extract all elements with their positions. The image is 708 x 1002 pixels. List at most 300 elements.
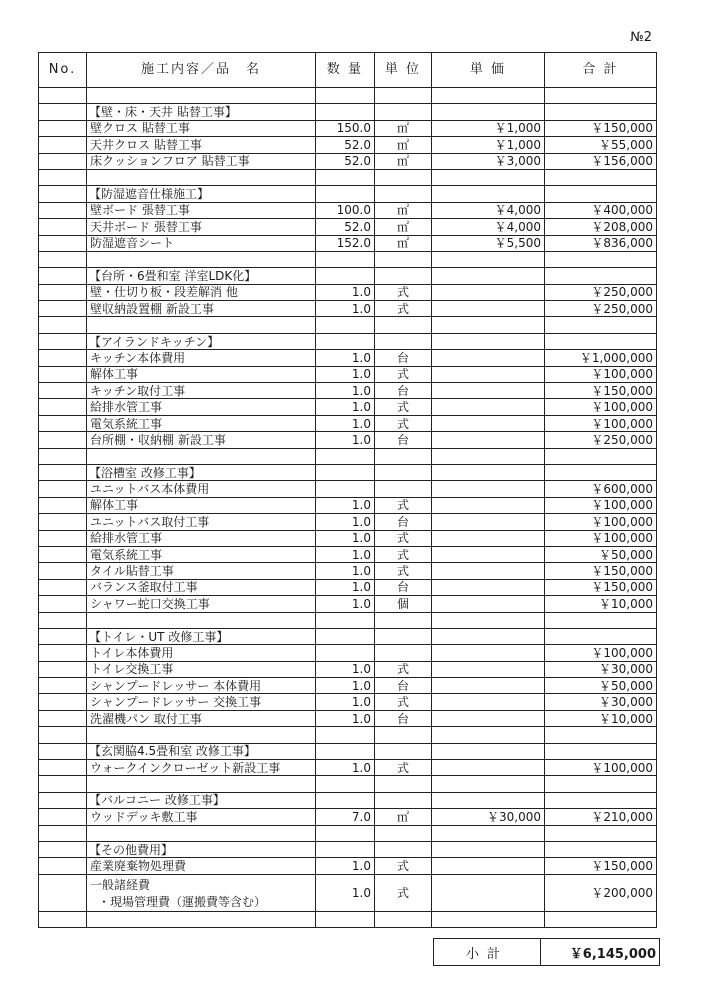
no-cell (39, 301, 87, 317)
name-cell: 解体工事 (87, 366, 316, 382)
table-row (39, 415, 657, 431)
table-row (39, 350, 657, 366)
subtotal-label: 小計 (434, 939, 541, 966)
table-row (39, 710, 657, 726)
amount-cell: ￥50,000 (545, 546, 657, 562)
no-cell (39, 350, 87, 366)
amount-cell: ￥100,000 (545, 399, 657, 415)
no-cell (39, 497, 87, 513)
header-qty: 数 量 (316, 53, 375, 88)
blank-row (39, 448, 657, 464)
blank-row (39, 727, 657, 743)
unit-price-cell: ￥30,000 (432, 809, 545, 825)
unit-price-cell (432, 694, 545, 710)
amount-cell: ￥100,000 (545, 645, 657, 661)
no-cell (39, 678, 87, 694)
table-row (39, 366, 657, 382)
amount-cell: ￥208,000 (545, 219, 657, 235)
unit-price-cell (432, 678, 545, 694)
unit-cell (375, 268, 432, 284)
table-row (39, 301, 657, 317)
name-cell: 壁収納設置棚 新設工事 (87, 301, 316, 317)
qty-cell: 1.0 (316, 661, 375, 677)
unit-price-cell (432, 366, 545, 382)
name-cell: 壁クロス 貼替工事 (87, 120, 316, 136)
no-cell (39, 760, 87, 776)
item-sub-name: ・現場管理費（運搬費等含む） (98, 894, 267, 909)
table-row (39, 661, 657, 677)
no-cell (39, 186, 87, 202)
name-cell: 【浴槽室 改修工事】 (87, 464, 316, 480)
table-row (39, 546, 657, 562)
unit-cell: ㎡ (375, 219, 432, 235)
unit-cell: ㎡ (375, 809, 432, 825)
qty-cell (316, 317, 375, 333)
amount-cell (545, 727, 657, 743)
blank-row (39, 612, 657, 628)
no-cell (39, 268, 87, 284)
unit-price-cell (432, 645, 545, 661)
item-name: 一般諸経費 (90, 877, 151, 892)
no-cell (39, 628, 87, 644)
name-cell (87, 251, 316, 267)
unit-cell (375, 841, 432, 857)
amount-cell (545, 776, 657, 792)
name-cell: キッチン本体費用 (87, 350, 316, 366)
blank-row (39, 911, 657, 927)
no-cell (39, 596, 87, 612)
unit-price-cell (432, 612, 545, 628)
unit-cell (375, 645, 432, 661)
unit-price-cell (432, 596, 545, 612)
qty-cell: 1.0 (316, 284, 375, 300)
unit-cell (375, 743, 432, 759)
unit-price-cell (432, 186, 545, 202)
unit-cell: 式 (375, 546, 432, 562)
name-cell: キッチン取付工事 (87, 383, 316, 399)
qty-cell: 1.0 (316, 432, 375, 448)
unit-cell (375, 317, 432, 333)
unit-cell: ㎡ (375, 120, 432, 136)
name-cell (87, 874, 316, 911)
amount-cell (545, 825, 657, 841)
no-cell (39, 727, 87, 743)
no-cell (39, 809, 87, 825)
amount-cell: ￥1,000,000 (545, 350, 657, 366)
amount-cell: ￥10,000 (545, 710, 657, 726)
qty-cell: 52.0 (316, 219, 375, 235)
estimate-table (38, 52, 657, 928)
name-cell (87, 911, 316, 927)
unit-cell: 台 (375, 514, 432, 530)
unit-cell (375, 251, 432, 267)
amount-cell: ￥100,000 (545, 415, 657, 431)
section-row (39, 268, 657, 284)
qty-cell (316, 645, 375, 661)
unit-cell (375, 481, 432, 497)
name-cell: 床クッションフロア 貼替工事 (87, 153, 316, 169)
unit-cell: 式 (375, 760, 432, 776)
no-cell (39, 120, 87, 136)
table-row (39, 284, 657, 300)
qty-cell: 1.0 (316, 858, 375, 874)
header-name: 施工内容／品 名 (87, 53, 316, 88)
unit-cell (375, 911, 432, 927)
unit-price-cell (432, 760, 545, 776)
unit-price-cell (432, 284, 545, 300)
table-row (39, 579, 657, 595)
unit-price-cell (432, 792, 545, 808)
unit-price-cell (432, 710, 545, 726)
name-cell: 【バルコニー 改修工事】 (87, 792, 316, 808)
unit-price-cell (432, 415, 545, 431)
no-cell (39, 219, 87, 235)
qty-cell: 1.0 (316, 710, 375, 726)
table-row (39, 383, 657, 399)
section-row (39, 186, 657, 202)
unit-cell: 式 (375, 399, 432, 415)
amount-cell (545, 448, 657, 464)
table-row (39, 120, 657, 136)
no-cell (39, 694, 87, 710)
name-cell: タイル貼替工事 (87, 563, 316, 579)
table-row (39, 874, 657, 911)
unit-cell: 台 (375, 432, 432, 448)
no-cell (39, 333, 87, 349)
qty-cell (316, 841, 375, 857)
unit-price-cell (432, 497, 545, 513)
qty-cell: 1.0 (316, 350, 375, 366)
name-cell: 【アイランドキッチン】 (87, 333, 316, 349)
unit-cell: ㎡ (375, 137, 432, 153)
name-cell (87, 317, 316, 333)
unit-price-cell (432, 579, 545, 595)
unit-price-cell (432, 432, 545, 448)
qty-cell: 1.0 (316, 383, 375, 399)
qty-cell: 152.0 (316, 235, 375, 251)
section-row (39, 628, 657, 644)
unit-cell: 式 (375, 858, 432, 874)
name-cell: ユニットバス取付工事 (87, 514, 316, 530)
unit-cell: 式 (375, 661, 432, 677)
no-cell (39, 153, 87, 169)
unit-cell: 式 (375, 301, 432, 317)
amount-cell (545, 186, 657, 202)
qty-cell: 1.0 (316, 579, 375, 595)
amount-cell: ￥150,000 (545, 383, 657, 399)
amount-cell: ￥100,000 (545, 366, 657, 382)
unit-price-cell (432, 514, 545, 530)
qty-cell (316, 776, 375, 792)
header-unit: 単 位 (375, 53, 432, 88)
amount-cell: ￥100,000 (545, 514, 657, 530)
unit-price-cell: ￥3,000 (432, 153, 545, 169)
name-cell: 【玄関脇4.5畳和室 改修工事】 (87, 743, 316, 759)
no-cell (39, 251, 87, 267)
name-cell: 【壁・床・天井 貼替工事】 (87, 104, 316, 120)
table-row (39, 678, 657, 694)
amount-cell: ￥836,000 (545, 235, 657, 251)
unit-cell (375, 448, 432, 464)
qty-cell (316, 169, 375, 185)
amount-cell (545, 104, 657, 120)
unit-cell: 台 (375, 579, 432, 595)
qty-cell: 1.0 (316, 694, 375, 710)
unit-cell (375, 169, 432, 185)
amount-cell (545, 333, 657, 349)
table-header-row (39, 53, 657, 88)
no-cell (39, 661, 87, 677)
name-cell: シャンプードレッサー 本体費用 (87, 678, 316, 694)
unit-cell: ㎡ (375, 235, 432, 251)
name-cell (87, 776, 316, 792)
blank-row (39, 169, 657, 185)
unit-price-cell (432, 88, 545, 104)
amount-cell: ￥400,000 (545, 202, 657, 218)
unit-cell (375, 727, 432, 743)
qty-cell: 52.0 (316, 137, 375, 153)
amount-cell: ￥600,000 (545, 481, 657, 497)
unit-price-cell (432, 911, 545, 927)
qty-cell: 1.0 (316, 415, 375, 431)
name-cell: 洗濯機パン 取付工事 (87, 710, 316, 726)
qty-cell (316, 333, 375, 349)
qty-cell: 150.0 (316, 120, 375, 136)
qty-cell: 1.0 (316, 596, 375, 612)
unit-price-cell (432, 776, 545, 792)
amount-cell: ￥30,000 (545, 661, 657, 677)
unit-cell: 個 (375, 596, 432, 612)
table-row (39, 153, 657, 169)
no-cell (39, 284, 87, 300)
amount-cell (545, 169, 657, 185)
name-cell: 電気系統工事 (87, 546, 316, 562)
unit-cell: 式 (375, 415, 432, 431)
unit-cell (375, 776, 432, 792)
amount-cell (545, 317, 657, 333)
unit-cell: 式 (375, 284, 432, 300)
name-cell (87, 825, 316, 841)
amount-cell (545, 251, 657, 267)
no-cell (39, 202, 87, 218)
qty-cell: 52.0 (316, 153, 375, 169)
qty-cell (316, 743, 375, 759)
no-cell (39, 645, 87, 661)
name-cell: 天井ボード 張替工事 (87, 219, 316, 235)
unit-price-cell (432, 301, 545, 317)
no-cell (39, 448, 87, 464)
qty-cell (316, 911, 375, 927)
no-cell (39, 399, 87, 415)
section-row (39, 464, 657, 480)
unit-price-cell (432, 169, 545, 185)
unit-price-cell (432, 104, 545, 120)
table-row (39, 530, 657, 546)
amount-cell: ￥50,000 (545, 678, 657, 694)
qty-cell: 1.0 (316, 301, 375, 317)
unit-price-cell (432, 743, 545, 759)
no-cell (39, 841, 87, 857)
unit-price-cell (432, 350, 545, 366)
qty-cell (316, 448, 375, 464)
unit-cell (375, 612, 432, 628)
table-row (39, 235, 657, 251)
no-cell (39, 911, 87, 927)
name-cell (87, 612, 316, 628)
no-cell (39, 743, 87, 759)
header-no: No. (39, 53, 87, 88)
unit-cell (375, 333, 432, 349)
table-row (39, 202, 657, 218)
amount-cell: ￥100,000 (545, 760, 657, 776)
qty-cell: 1.0 (316, 497, 375, 513)
page-number: №2 (630, 30, 652, 45)
qty-cell: 7.0 (316, 809, 375, 825)
qty-cell: 1.0 (316, 546, 375, 562)
unit-cell: 台 (375, 678, 432, 694)
table-row (39, 497, 657, 513)
name-cell: 産業廃棄物処理費 (87, 858, 316, 874)
qty-cell: 1.0 (316, 366, 375, 382)
name-cell (87, 169, 316, 185)
unit-cell: 式 (375, 497, 432, 513)
qty-cell (316, 88, 375, 104)
unit-cell: 式 (375, 366, 432, 382)
table-row (39, 514, 657, 530)
blank-row (39, 88, 657, 104)
amount-cell: ￥150,000 (545, 563, 657, 579)
amount-cell: ￥150,000 (545, 858, 657, 874)
amount-cell (545, 268, 657, 284)
no-cell (39, 137, 87, 153)
table-row (39, 694, 657, 710)
no-cell (39, 169, 87, 185)
name-cell (87, 88, 316, 104)
unit-price-cell: ￥1,000 (432, 137, 545, 153)
unit-cell: ㎡ (375, 153, 432, 169)
amount-cell: ￥100,000 (545, 530, 657, 546)
qty-cell (316, 727, 375, 743)
table-body (39, 88, 657, 928)
table-row (39, 432, 657, 448)
no-cell (39, 104, 87, 120)
table-row (39, 645, 657, 661)
unit-cell: 台 (375, 710, 432, 726)
qty-cell: 1.0 (316, 563, 375, 579)
name-cell: トイレ本体費用 (87, 645, 316, 661)
no-cell (39, 563, 87, 579)
blank-row (39, 251, 657, 267)
qty-cell: 1.0 (316, 399, 375, 415)
unit-price-cell (432, 333, 545, 349)
no-cell (39, 874, 87, 911)
no-cell (39, 432, 87, 448)
table-row (39, 596, 657, 612)
name-cell: 給排水管工事 (87, 399, 316, 415)
no-cell (39, 792, 87, 808)
amount-cell (545, 88, 657, 104)
amount-cell (545, 792, 657, 808)
name-cell: シャワー蛇口交換工事 (87, 596, 316, 612)
name-cell: 解体工事 (87, 497, 316, 513)
header-amount: 合 計 (545, 53, 657, 88)
name-cell: ユニットバス本体費用 (87, 481, 316, 497)
no-cell (39, 825, 87, 841)
unit-cell (375, 825, 432, 841)
no-cell (39, 710, 87, 726)
qty-cell: 1.0 (316, 760, 375, 776)
unit-price-cell (432, 268, 545, 284)
qty-cell: 1.0 (316, 514, 375, 530)
table-row (39, 219, 657, 235)
no-cell (39, 776, 87, 792)
qty-cell (316, 251, 375, 267)
qty-cell (316, 186, 375, 202)
name-cell: 電気系統工事 (87, 415, 316, 431)
section-row (39, 841, 657, 857)
section-row (39, 743, 657, 759)
amount-cell: ￥150,000 (545, 579, 657, 595)
name-cell: 防湿遮音シート (87, 235, 316, 251)
amount-cell: ￥150,000 (545, 120, 657, 136)
unit-cell: 台 (375, 383, 432, 399)
amount-cell (545, 911, 657, 927)
no-cell (39, 579, 87, 595)
unit-price-cell (432, 464, 545, 480)
name-cell: 天井クロス 貼替工事 (87, 137, 316, 153)
table-row (39, 858, 657, 874)
unit-cell (375, 104, 432, 120)
qty-cell (316, 612, 375, 628)
unit-price-cell (432, 383, 545, 399)
no-cell (39, 317, 87, 333)
unit-price-cell: ￥4,000 (432, 202, 545, 218)
unit-cell: ㎡ (375, 202, 432, 218)
qty-cell (316, 464, 375, 480)
unit-price-cell (432, 448, 545, 464)
section-row (39, 792, 657, 808)
qty-cell (316, 792, 375, 808)
no-cell (39, 612, 87, 628)
name-cell: 給排水管工事 (87, 530, 316, 546)
unit-cell (375, 88, 432, 104)
amount-cell: ￥55,000 (545, 137, 657, 153)
table-row (39, 809, 657, 825)
unit-price-cell: ￥4,000 (432, 219, 545, 235)
name-cell: 壁・仕切り板・段差解消 他 (87, 284, 316, 300)
unit-cell: 式 (375, 530, 432, 546)
no-cell (39, 481, 87, 497)
qty-cell: 1.0 (316, 530, 375, 546)
amount-cell (545, 464, 657, 480)
unit-price-cell (432, 825, 545, 841)
no-cell (39, 464, 87, 480)
qty-cell (316, 628, 375, 644)
name-cell: 【台所・6畳和室 洋室LDK化】 (87, 268, 316, 284)
unit-price-cell (432, 628, 545, 644)
table-row (39, 481, 657, 497)
blank-row (39, 825, 657, 841)
amount-cell: ￥156,000 (545, 153, 657, 169)
name-cell (87, 448, 316, 464)
section-row (39, 333, 657, 349)
subtotal-box (433, 938, 660, 966)
name-cell: ウォークインクローゼット新設工事 (87, 760, 316, 776)
amount-cell: ￥250,000 (545, 284, 657, 300)
blank-row (39, 317, 657, 333)
qty-cell: 100.0 (316, 202, 375, 218)
unit-cell (375, 628, 432, 644)
